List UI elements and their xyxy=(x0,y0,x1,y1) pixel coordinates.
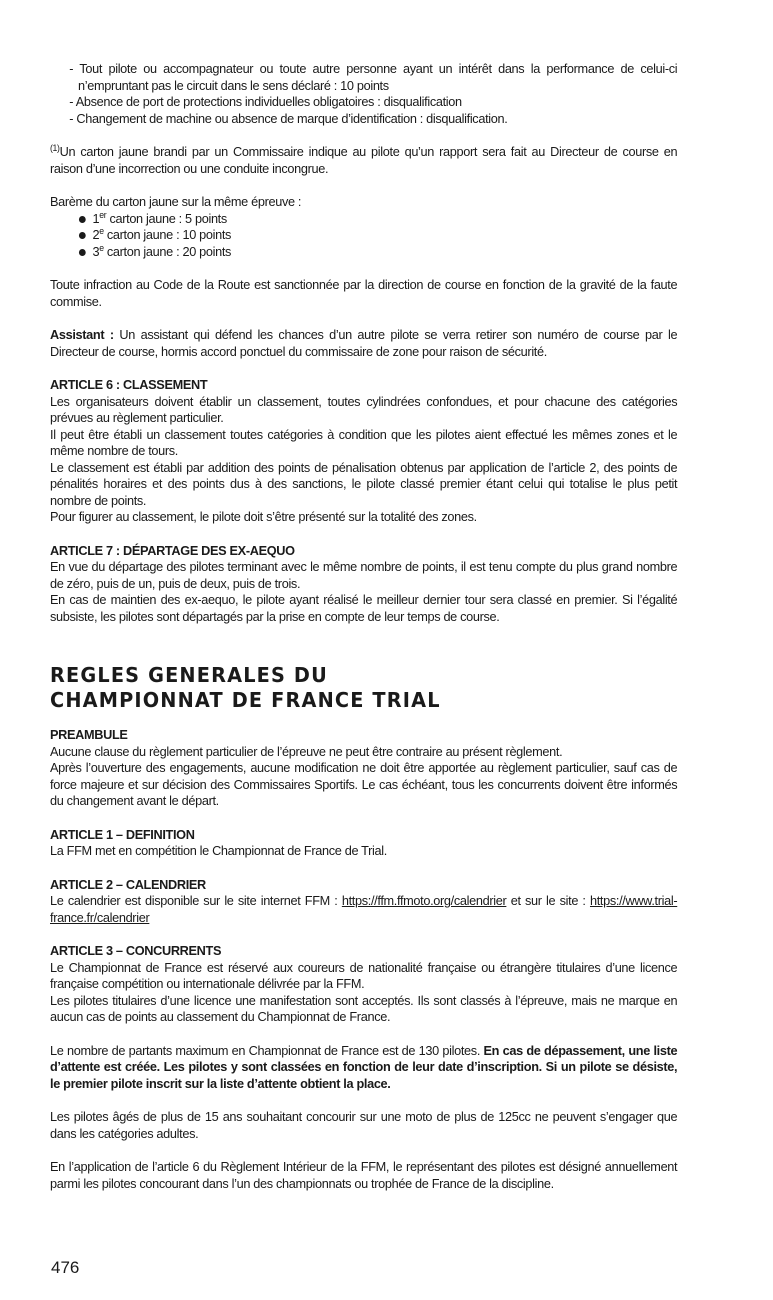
trial-france-calendar-link[interactable]: https://www.trial-france.fr/calendrier xyxy=(50,893,678,925)
preambule-heading: PREAMBULE xyxy=(50,727,128,742)
document-page xyxy=(50,61,677,1192)
penalty-item: - Absence de port de protections individuelles obligatoires : disqualification xyxy=(69,94,462,109)
assistant-label: Assistant : xyxy=(50,327,114,342)
article-6-paragraph: Il peut être établi un classement toutes catégories à condition que les pilotes aient effectué les mêmes zones et le même nombre de tours. xyxy=(50,426,678,458)
calendar-text: Le calendrier est disponible sur le site internet FFM : xyxy=(50,893,342,908)
article-3-paragraph: Le Championnat de France est réservé aux coureurs de nationalité française ou étrangère titulaires d’une licence française compétition ou internationale délivrée par la FFM. xyxy=(50,959,678,991)
main-title-line: CHAMPIONNAT DE FRANCE TRIAL xyxy=(50,688,441,712)
article-2-paragraph xyxy=(50,893,677,926)
article-1-paragraph: La FFM met en compétition le Championnat de France de Trial. xyxy=(50,843,387,858)
bullet-icon xyxy=(79,249,86,256)
yellow-card-item xyxy=(79,244,677,261)
yellow-card-item xyxy=(79,211,677,228)
yellow-card-rank: 1 xyxy=(92,210,100,226)
ordinal-suffix: er xyxy=(99,209,107,220)
article-6-heading: ARTICLE 6 : CLASSEMENT xyxy=(50,377,208,392)
footnote-marker: (1) xyxy=(50,143,60,153)
article-3-paragraph: Les pilotes âgés de plus de 15 ans souhaitant concourir sur une moto de plus de 125cc ne peuvent s’engager que dans les catégories adultes. xyxy=(50,1109,678,1141)
yellow-card-text: carton jaune : 10 points xyxy=(103,227,232,242)
article-7-heading: ARTICLE 7 : DÉPARTAGE DES EX-AEQUO xyxy=(50,542,295,558)
footnote xyxy=(50,144,677,177)
main-title-line: REGLES GENERALES DU xyxy=(50,663,328,687)
yellow-card-list xyxy=(79,211,677,261)
assistant-paragraph xyxy=(50,327,677,360)
penalty-item: - Tout pilote ou accompagnateur ou toute autre personne ayant un intérêt dans la performance de celui-ci n’empruntant pas le circuit dans le sens déclaré : 10 points xyxy=(69,61,678,93)
calendar-text: et sur le site : xyxy=(506,893,590,908)
article-6-paragraph: Pour figurer au classement, le pilote doit s’être présenté sur la totalité des zones. xyxy=(50,509,477,524)
article-3-heading: ARTICLE 3 – CONCURRENTS xyxy=(50,943,222,958)
footnote-text: Un carton jaune brandi par un Commissaire indique au pilote qu’un rapport sera fait au Directeur de course en raison d’une incorrection ou une conduite incongrue. xyxy=(50,144,678,176)
article-3-paragraph xyxy=(50,1043,677,1093)
preambule-paragraph: Aucune clause du règlement particulier de l’épreuve ne peut être contraire au présent règlement. xyxy=(50,743,563,759)
page-number: 476 xyxy=(51,1258,80,1277)
article-7-paragraph: En vue du départage des pilotes terminant avec le même nombre de points, il est tenu compte du plus grand nombre de zéro, puis de un, puis de deux, puis de trois. xyxy=(50,559,678,591)
article-6-paragraph: Le classement est établi par addition des points de pénalisation obtenus par application de l’article 2, des points de pénalités horaires et des points dus à des sanctions, le pilote classé premier étant celui qui totalise le plus petit nombre de points. xyxy=(50,459,678,508)
article-2-heading: ARTICLE 2 – CALENDRIER xyxy=(50,876,206,892)
article-3-paragraph: Les pilotes titulaires d’une licence une manifestation sont acceptés. Ils sont classés à l’épreuve, mais ne marque en aucun cas de points au classement du Championnat de France. xyxy=(50,992,678,1024)
max-starters-text: Le nombre de partants maximum en Championnat de France est de 130 pilotes. xyxy=(50,1042,484,1058)
article-7-paragraph: En cas de maintien des ex-aequo, le pilote ayant réalisé le meilleur dernier tour sera classé en premier. Si l’égalité subsiste, les pilotes sont départagés par la prise en compte de leur temps de course. xyxy=(50,592,678,624)
article-3-paragraph: En l’application de l’article 6 du Règlement Intérieur de la FFM, le représentant des pilotes est désigné annuellement parmi les pilotes concourant dans l’un des championnats ou trophée de France de la discipline. xyxy=(50,1159,678,1191)
ordinal-suffix: e xyxy=(99,226,104,236)
yellow-card-intro: Barème du carton jaune sur la même épreuve : xyxy=(50,194,302,209)
bullet-icon xyxy=(79,216,86,223)
main-title xyxy=(50,663,677,713)
penalty-item: - Changement de machine ou absence de marque d’identification : disqualification. xyxy=(69,110,508,126)
article-6-paragraph: Les organisateurs doivent établir un classement, toutes cylindrées confondues, et pour chacune des catégories prévues au règlement particulier. xyxy=(50,393,678,425)
yellow-card-rank: 2 xyxy=(92,227,100,242)
yellow-card-item xyxy=(79,227,677,244)
bullet-icon xyxy=(79,232,86,239)
preambule-paragraph: Après l’ouverture des engagements, aucune modification ne doit être apportée au règlement particulier, sauf cas de force majeure et sur décision des Commissaires Sportifs. Le cas échéant, tous les concurrents doivent être informés du changement avant le départ. xyxy=(50,760,678,808)
yellow-card-text: carton jaune : 20 points xyxy=(103,243,232,259)
code-route-paragraph: Toute infraction au Code de la Route est sanctionnée par la direction de course en fonction de la gravité de la faute commise. xyxy=(50,277,678,309)
article-1-heading: ARTICLE 1 – DEFINITION xyxy=(50,826,195,842)
waiting-list-text: En cas de dépassement, une liste d’attente est créée. Les pilotes y sont classées en fonction de leur date d’inscription. Si un pilote se désiste, le premier pilote inscrit sur la liste d’attente obtient la place. xyxy=(50,1042,678,1091)
assistant-text: Un assistant qui défend les chances d’un autre pilote se verra retirer son numéro de course par le Directeur de course, hormis accord ponctuel du commissaire de zone pour raison de sécurité. xyxy=(50,327,678,359)
ffm-calendar-link[interactable]: https://ffm.ffmoto.org/calendrier xyxy=(341,893,507,908)
ordinal-suffix: e xyxy=(99,242,104,253)
yellow-card-text: carton jaune : 5 points xyxy=(106,210,227,226)
yellow-card-rank: 3 xyxy=(92,243,100,259)
